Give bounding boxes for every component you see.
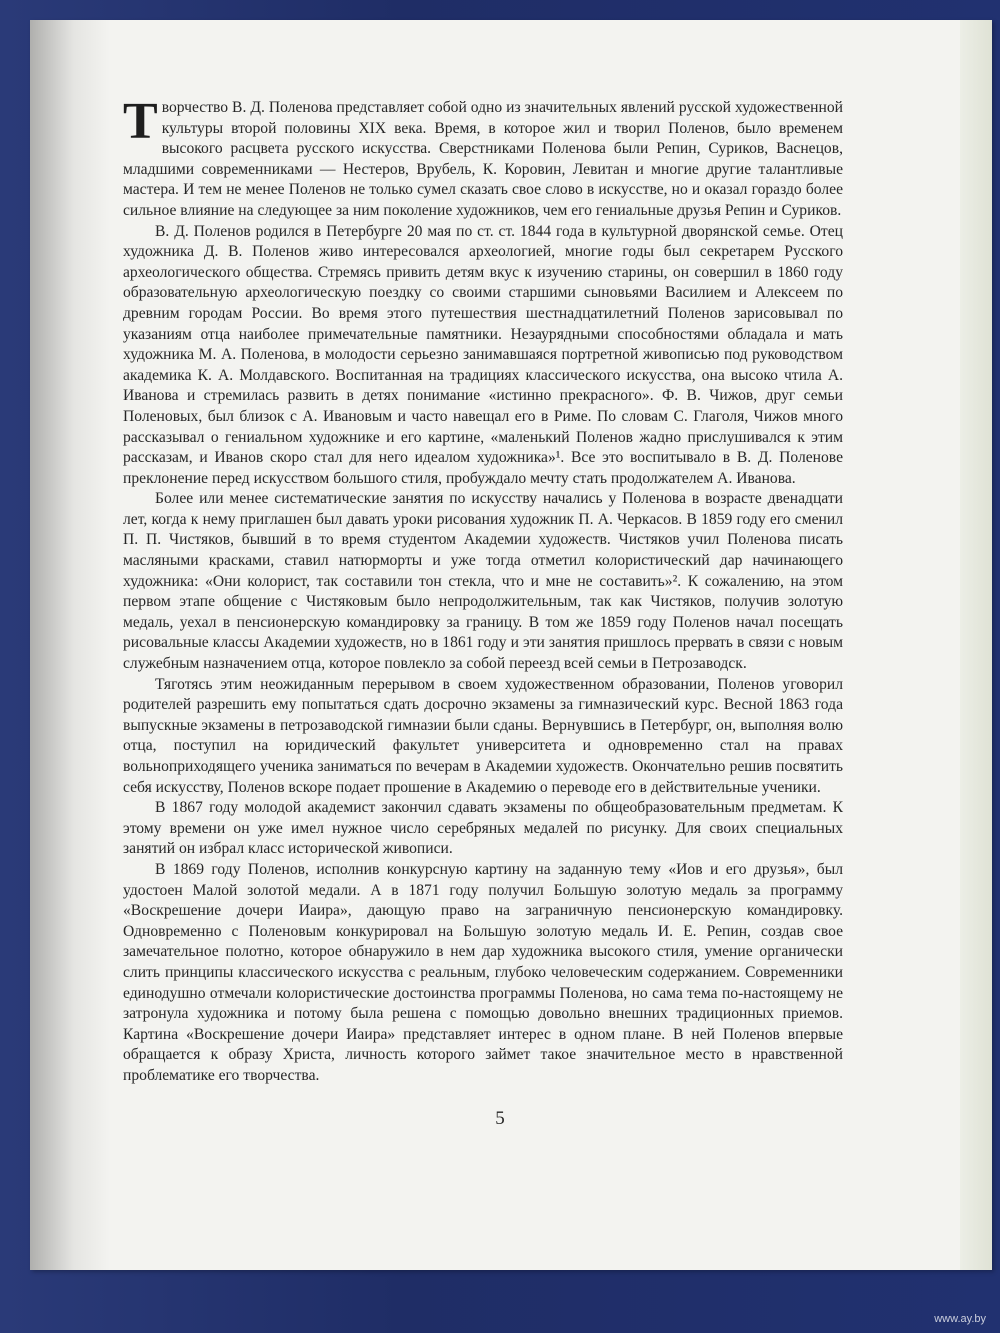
- paragraph-5: В 1867 году молодой академист закончил сдавать экзамены по общеобразовательным предметам. К этому времени он уже имел нужное число серебряных медалей по рисунку. Для своих специальных занятий он избрал класс исторической живописи.: [123, 799, 843, 858]
- page-gutter-shadow: [30, 20, 110, 1270]
- paragraph-3: Более или менее систематические занятия по искусству начались у Поленова в возрасте двенадцати лет, когда к нему приглашен был давать уроки рисования художник П. А. Черкасов. В 1859 году его сменил П. П. Чистяков, бывший в то время студентом Академии художеств. Чистяков учил Поленова писать масляными красками, ставил натюрморты и уже тогда отметил колористический дар начинающего художника: «Они колорист, так составили тон стекла, что и мне не составить»². К сожалению, на этом первом этапе общение с Чистяковым было непродолжительным, так как Чистяков, получив золотую медаль, уехал в пенсионерскую командировку за границу. В том же 1859 году Поленов начал посещать рисовальные классы Академии художеств, но в 1861 году и эти занятия пришлось прервать в связи с новым служебным назначением отца, которое повлекло за собой переезд всей семьи в Петрозаводск.: [123, 490, 843, 673]
- page-edge: [960, 20, 992, 1270]
- drop-cap-letter: Т: [123, 93, 158, 150]
- site-watermark: www.ay.by: [934, 1313, 986, 1325]
- paragraph-2: В. Д. Поленов родился в Петербурге 20 мая по ст. ст. 1844 года в культурной дворянской семье. Отец художника Д. В. Поленов живо интересовался археологией, многие годы был секретарем Русского археологического общества. Стремясь привить детям вкус к изучению старины, он совершил в 1860 году образовательную археологическую поездку со своими старшими сыновьями Василием и Алексеем по древним городам России. Во время этого путешествия шестнадцатилетний Поленов зарисовывал по указаниям отца наиболее примечательные памятники. Незаурядными способностями обладала и мать художника М. А. Поленова, в молодости серьезно занимавшаяся портретной живописью под руководством академика К. А. Молдавского. Воспитанная на традициях классического искусства, она высоко чтила А. Иванова и стремилась развить в детях понимание «истинно прекрасного». Ф. В. Чижов, друг семьи Поленовых, был близок с А. Ивановым и часто навещал его в Риме. По словам С. Глаголя, Чижов много рассказывал о гениальном художнике и его картине, «маленький Поленов жадно прислушивался к этим рассказам, и Иванов скоро стал для него идеалом художника»¹. Все это воспитывало в В. Д. Поленове преклонение перед искусством большого стиля, пробуждало мечту стать продолжателем А. Иванова.: [123, 222, 843, 487]
- page-number: 5: [495, 1108, 505, 1129]
- paragraph-1-text: ворчество В. Д. Поленова представляет собой одно из значительных явлений русской художественной культуры второй половины XIX века. Время, в которое жил и творил Поленов, было временем высокого расцвета русского искусства. Сверстниками Поленова были Репин, Суриков, Васнецов, младшими современниками — Нестеров, Врубель, К. Коровин, Левитан и многие другие талантливые мастера. И тем не менее Поленов не только сумел сказать свое слово в искусстве, но и оказал гораздо более сильное влияние на следующее за ним поколение художников, чем его гениальные друзья Репин и Суриков.: [123, 99, 843, 219]
- paragraph-1: [123, 93, 843, 222]
- body-text: [123, 93, 843, 1087]
- paragraph-6: В 1869 году Поленов, исполнив конкурсную картину на заданную тему «Иов и его друзья», был удостоен Малой золотой медали. А в 1871 году получил Большую золотую медаль за программу «Воскрешение дочери Иаира», дающую право на заграничную пенсионерскую командировку. Одновременно с Поленовым конкурировал на Большую золотую медаль И. Е. Репин, создав свое замечательное полотно, которое обнаружило в нем дар художника высокого стиля, умение органически слить принципы классического искусства с реальным, глубоко человеческим содержанием. Современники единодушно отмечали колористические достоинства программы Поленова, но сама тема по-настоящему не затронула художника и потому была решена с помощью довольно внешних традиционных приемов. Картина «Воскрешение дочери Иаира» представляет интерес в одном плане. В ней Поленов впервые обращается к образу Христа, личность которого займет такое значительное место в нравственной проблематике его творчества.: [123, 860, 843, 1084]
- paragraph-4: Тяготясь этим неожиданным перерывом в своем художественном образовании, Поленов уговорил родителей разрешить ему попытаться сдать досрочно экзамены за гимназический курс. Весной 1863 года выпускные экзамены в петрозаводской гимназии были сданы. Вернувшись в Петербург, он, выполняя волю отца, поступил на юридический факультет университета и одновременно стал на правах вольноприходящего ученика заниматься по вечерам в Академии художеств. Окончательно решив посвятить себя искусству, Поленов вскоре подает прошение в Академию о переводе его в действительные ученики.: [123, 675, 843, 796]
